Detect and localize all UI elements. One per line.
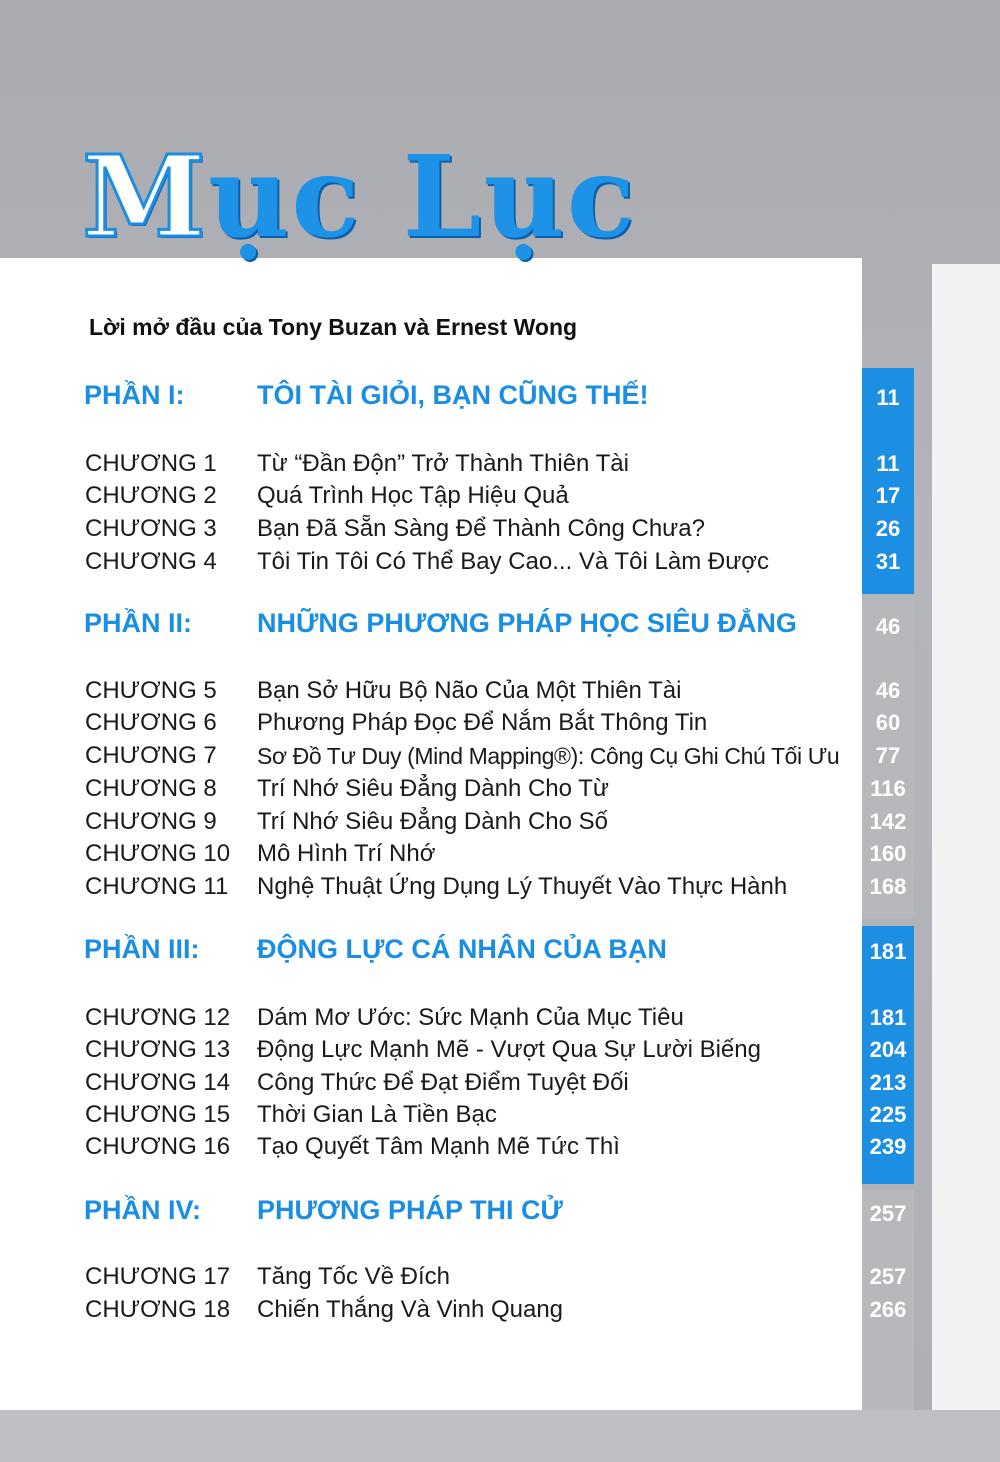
chapter-page: 17 (875, 483, 901, 508)
chapter-page: 77 (875, 743, 901, 768)
chapter-title: Tạo Quyết Tâm Mạnh Mẽ Tức Thì (257, 1133, 620, 1160)
part-title: PHƯƠNG PHÁP THI CỬ (257, 1195, 563, 1225)
part-page: 11 (876, 385, 900, 410)
chapter-page: 225 (869, 1102, 907, 1127)
chapter-title: Sơ Đồ Tư Duy (Mind Mapping®): Công Cụ Ghi Chú Tối Ưu (257, 743, 840, 769)
title-word1-rest: ục (207, 132, 362, 263)
chapter-title: Động Lực Mạnh Mẽ - Vượt Qua Sự Lười Biếng (257, 1036, 761, 1063)
chapter-page: 11 (876, 451, 900, 476)
chapter-page: 257 (869, 1264, 907, 1289)
chapter-title: Từ “Đần Độn” Trở Thành Thiên Tài (257, 450, 629, 477)
part-label: PHẦN IV: (84, 1195, 202, 1225)
chapter-label: CHƯƠNG 8 (85, 775, 217, 802)
chapter-label: CHƯƠNG 3 (85, 515, 217, 542)
chapter-page: 46 (875, 678, 901, 703)
chapter-title: Bạn Đã Sẵn Sàng Để Thành Công Chưa? (257, 515, 705, 542)
chapter-title: Tôi Tin Tôi Có Thể Bay Cao... Và Tôi Làm Được (257, 548, 770, 575)
chapter-page: 60 (875, 710, 901, 735)
chapter-label: CHƯƠNG 5 (85, 677, 217, 704)
part-label: PHẦN II: (84, 608, 192, 638)
chapter-title: Tăng Tốc Về Đích (257, 1263, 450, 1290)
chapter-page: 239 (869, 1134, 907, 1159)
chapter-label: CHƯƠNG 2 (85, 482, 217, 509)
chapter-page: 266 (869, 1297, 907, 1322)
chapter-label: CHƯƠNG 14 (85, 1069, 231, 1096)
chapter-label: CHƯƠNG 7 (85, 742, 217, 769)
right-page-edge (932, 264, 1000, 1414)
chapter-label: CHƯƠNG 4 (85, 548, 217, 575)
chapter-page: 116 (870, 776, 906, 801)
bottom-margin (0, 1410, 1000, 1462)
chapter-label: CHƯƠNG 16 (85, 1133, 231, 1160)
chapter-page: 204 (869, 1037, 907, 1062)
chapter-label: CHƯƠNG 9 (85, 808, 217, 835)
part-title: ĐỘNG LỰC CÁ NHÂN CỦA BẠN (257, 934, 667, 964)
part-label: PHẦN III: (84, 934, 200, 964)
chapter-page: 160 (869, 841, 907, 866)
chapter-title: Mô Hình Trí Nhớ (257, 840, 436, 867)
part-page: 46 (875, 614, 901, 639)
part-page: 257 (869, 1201, 907, 1226)
chapter-label: CHƯƠNG 6 (85, 709, 217, 736)
part-page: 181 (869, 939, 907, 964)
chapter-label: CHƯƠNG 1 (85, 450, 217, 477)
chapter-title: Quá Trình Học Tập Hiệu Quả (257, 482, 569, 509)
chapter-label: CHƯƠNG 12 (85, 1004, 231, 1031)
chapter-title: Trí Nhớ Siêu Đẳng Dành Cho Số (257, 808, 609, 835)
chapter-label: CHƯƠNG 13 (85, 1036, 231, 1063)
chapter-title: Bạn Sở Hữu Bộ Não Của Một Thiên Tài (257, 677, 682, 704)
title-first-letter: M (82, 132, 208, 263)
chapter-page: 31 (875, 549, 901, 574)
title-word2: Lục (402, 132, 637, 263)
chapter-page: 213 (869, 1070, 907, 1095)
chapter-page: 181 (869, 1005, 907, 1030)
chapter-title: Trí Nhớ Siêu Đẳng Dành Cho Từ (257, 775, 609, 802)
chapter-label: CHƯƠNG 17 (85, 1263, 231, 1290)
chapter-page: 168 (869, 874, 907, 899)
part-title: TÔI TÀI GIỎI, BẠN CŨNG THẾ! (257, 380, 649, 410)
page-title (82, 132, 637, 263)
chapter-label: CHƯƠNG 10 (85, 840, 231, 867)
chapter-title: Công Thức Để Đạt Điểm Tuyệt Đối (257, 1069, 629, 1096)
chapter-page: 26 (875, 516, 901, 541)
chapter-label: CHƯƠNG 18 (85, 1296, 231, 1323)
part-title: NHỮNG PHƯƠNG PHÁP HỌC SIÊU ĐẲNG (257, 608, 797, 638)
intro-line: Lời mở đầu của Tony Buzan và Ernest Wong (89, 314, 578, 340)
chapter-page: 142 (869, 809, 907, 834)
chapter-title: Thời Gian Là Tiền Bạc (257, 1101, 497, 1128)
part-label: PHẦN I: (84, 380, 185, 410)
chapter-title: Phương Pháp Đọc Để Nắm Bắt Thông Tin (257, 709, 708, 736)
chapter-title: Chiến Thắng Và Vinh Quang (257, 1296, 564, 1323)
chapter-label: CHƯƠNG 15 (85, 1101, 231, 1128)
chapter-title: Nghệ Thuật Ứng Dụng Lý Thuyết Vào Thực Hành (257, 873, 788, 900)
chapter-label: CHƯƠNG 11 (85, 873, 229, 900)
chapter-title: Dám Mơ Ước: Sức Mạnh Của Mục Tiêu (257, 1004, 684, 1031)
